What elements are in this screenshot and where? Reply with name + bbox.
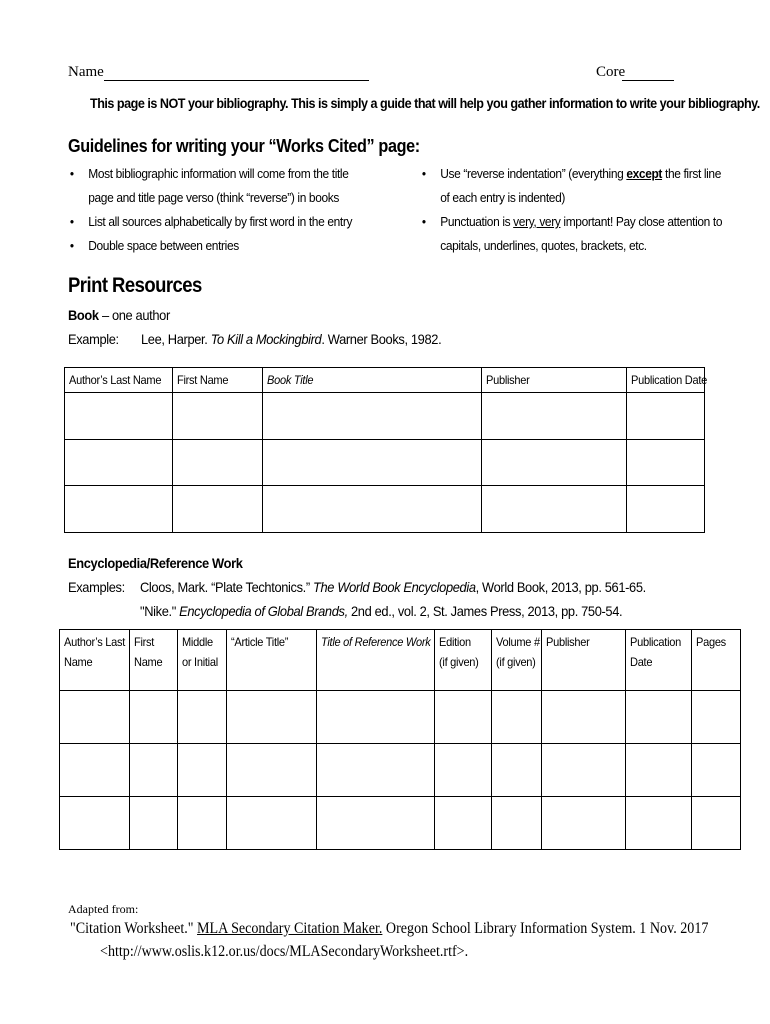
- table-cell[interactable]: [227, 797, 317, 850]
- book-example-label: Example:: [68, 331, 119, 347]
- table-cell[interactable]: [492, 797, 542, 850]
- table-cell[interactable]: [65, 486, 173, 533]
- col-author-last-name: Author’s Last Name: [60, 630, 130, 691]
- reference-table-header: [60, 630, 741, 691]
- table-cell[interactable]: [435, 744, 492, 797]
- col-author-last-name: Author’s Last Name: [65, 368, 173, 393]
- table-cell[interactable]: [60, 691, 130, 744]
- table-cell[interactable]: [130, 744, 178, 797]
- guideline-item: • List all sources alphabetically by first word in the entry: [68, 210, 352, 234]
- name-label: Name: [68, 64, 104, 80]
- notice-text: This page is NOT your bibliography. This is simply a guide that will help you gather information to write your bibliography.: [90, 95, 760, 111]
- table-cell[interactable]: [626, 744, 692, 797]
- guideline-item-continued: of each entry is indented): [440, 190, 565, 205]
- encyclopedia-example-2: "Nike." Encyclopedia of Global Brands, 2nd ed., vol. 2, St. James Press, 2013, pp. 750-54.: [140, 603, 623, 619]
- col-first-name: First Name: [130, 630, 178, 691]
- guideline-item-continued: capitals, underlines, quotes, brackets, etc.: [440, 238, 647, 253]
- table-cell[interactable]: [65, 393, 173, 440]
- guidelines-heading: Guidelines for writing your “Works Cited” page:: [68, 136, 420, 156]
- table-cell[interactable]: [130, 797, 178, 850]
- col-middle-initial: Middle or Initial: [178, 630, 227, 691]
- table-cell[interactable]: [542, 691, 626, 744]
- table-cell[interactable]: [263, 440, 482, 486]
- table-cell[interactable]: [173, 393, 263, 440]
- col-pages: Pages: [692, 630, 741, 691]
- table-row: [65, 393, 705, 440]
- table-row: [60, 691, 741, 744]
- table-cell[interactable]: [492, 744, 542, 797]
- table-cell[interactable]: [627, 440, 705, 486]
- table-cell[interactable]: [227, 691, 317, 744]
- col-publisher: Publisher: [542, 630, 626, 691]
- col-book-title: Book Title: [263, 368, 482, 393]
- table-cell[interactable]: [626, 797, 692, 850]
- table-cell[interactable]: [317, 691, 435, 744]
- source-citation: "Citation Worksheet." MLA Secondary Citation Maker. Oregon School Library Information System. 1 Nov. 2017: [70, 920, 709, 937]
- book-example-citation: Lee, Harper. To Kill a Mockingbird. Warner Books, 1982.: [141, 331, 442, 347]
- col-edition: Edition (if given): [435, 630, 492, 691]
- guideline-item: • Most bibliographic information will come from the title: [68, 162, 352, 186]
- col-publication-date: Publication Date: [627, 368, 705, 393]
- core-blank-field[interactable]: [622, 80, 674, 81]
- table-cell[interactable]: [482, 393, 627, 440]
- source-url: <http://www.oslis.k12.or.us/docs/MLASecondaryWorksheet.rtf>.: [100, 943, 469, 960]
- book-table: [64, 367, 705, 533]
- guideline-item: • Punctuation is very, very important! Pay close attention to: [420, 210, 722, 234]
- table-cell[interactable]: [692, 691, 741, 744]
- col-reference-work-title: Title of Reference Work: [317, 630, 435, 691]
- table-row: [60, 744, 741, 797]
- table-cell[interactable]: [492, 691, 542, 744]
- table-cell[interactable]: [173, 486, 263, 533]
- guideline-item: • Use “reverse indentation” (everything except the first line: [420, 162, 722, 186]
- table-cell[interactable]: [173, 440, 263, 486]
- table-cell[interactable]: [178, 797, 227, 850]
- adapted-from-label: Adapted from:: [68, 902, 139, 916]
- table-cell[interactable]: [263, 486, 482, 533]
- encyclopedia-heading: Encyclopedia/Reference Work: [68, 555, 243, 571]
- book-subheading: Book – one author: [68, 307, 170, 323]
- table-cell[interactable]: [692, 744, 741, 797]
- table-cell[interactable]: [626, 691, 692, 744]
- print-resources-heading: Print Resources: [68, 274, 202, 297]
- table-cell[interactable]: [435, 797, 492, 850]
- reference-table: [59, 629, 741, 850]
- name-blank-field[interactable]: [104, 80, 369, 81]
- table-cell[interactable]: [542, 797, 626, 850]
- table-cell[interactable]: [317, 744, 435, 797]
- table-row: [65, 440, 705, 486]
- encyclopedia-example-1: Cloos, Mark. “Plate Techtonics.” The World Book Encyclopedia, World Book, 2013, pp. 561-65.: [140, 579, 646, 595]
- core-label: Core: [596, 64, 626, 80]
- table-cell[interactable]: [178, 744, 227, 797]
- table-cell[interactable]: [60, 797, 130, 850]
- guidelines-right-list: [420, 162, 748, 258]
- col-volume: Volume # (if given): [492, 630, 542, 691]
- table-cell[interactable]: [482, 486, 627, 533]
- encyclopedia-examples-label: Examples:: [68, 579, 125, 595]
- table-cell[interactable]: [178, 691, 227, 744]
- guideline-item-continued: page and title page verso (think “reverse”) in books: [88, 190, 340, 205]
- table-cell[interactable]: [317, 797, 435, 850]
- table-cell[interactable]: [435, 691, 492, 744]
- col-publication-date: Publication Date: [626, 630, 692, 691]
- table-row: [60, 797, 741, 850]
- table-cell[interactable]: [542, 744, 626, 797]
- table-cell[interactable]: [482, 440, 627, 486]
- table-cell[interactable]: [227, 744, 317, 797]
- table-cell[interactable]: [65, 440, 173, 486]
- table-row: [65, 486, 705, 533]
- table-cell[interactable]: [692, 797, 741, 850]
- table-cell[interactable]: [627, 393, 705, 440]
- book-table-header: [65, 368, 705, 393]
- table-cell[interactable]: [263, 393, 482, 440]
- table-cell[interactable]: [627, 486, 705, 533]
- guidelines-left-list: [68, 162, 377, 258]
- table-cell[interactable]: [60, 744, 130, 797]
- guideline-item: • Double space between entries: [68, 234, 352, 258]
- col-publisher: Publisher: [482, 368, 627, 393]
- col-first-name: First Name: [173, 368, 263, 393]
- table-cell[interactable]: [130, 691, 178, 744]
- col-article-title: “Article Title”: [227, 630, 317, 691]
